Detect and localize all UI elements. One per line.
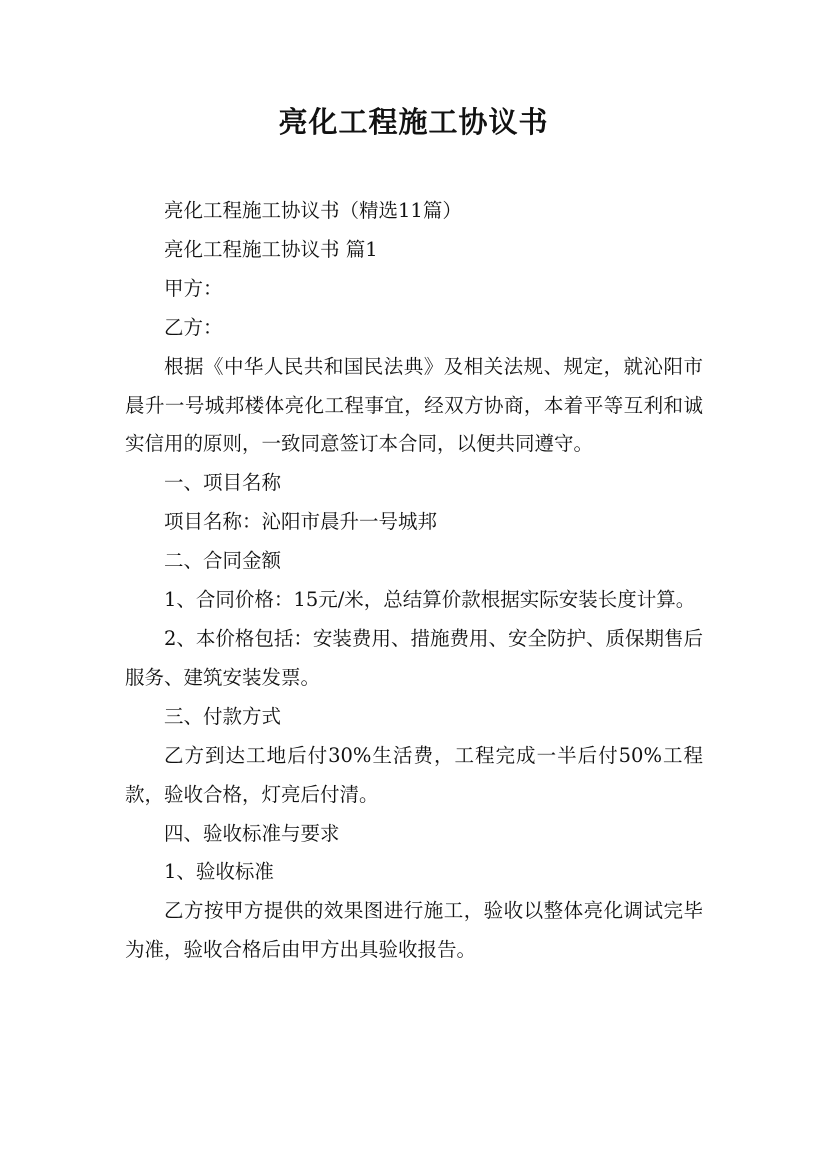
paragraph-party-a: 甲方： — [164, 276, 223, 300]
paragraph-party-b: 乙方： — [164, 315, 223, 339]
paragraph-acceptance-standard: 乙方按甲方提供的效果图进行施工，验收以整体亮化调试完毕为准，验收合格后由甲方出具验收报告。 — [125, 899, 703, 962]
heading-contract-amount: 二、合同金额 — [164, 549, 282, 573]
paragraph-subtitle: 亮化工程施工协议书（精选11篇） — [164, 199, 462, 222]
paragraph-project-name: 项目名称：沁阳市晨升一号城邦 — [164, 510, 438, 534]
paragraph-section-heading: 亮化工程施工协议书 篇1 — [164, 237, 378, 261]
document-title: 亮化工程施工协议书 — [278, 105, 549, 139]
document-body — [125, 192, 703, 970]
paragraph-contract-price: 1、合同价格：15元/米，总结算价款根据实际安装长度计算。 — [164, 588, 696, 612]
paragraph-preamble: 根据《中华人民共和国民法典》及相关法规、规定，就沁阳市晨升一号城邦楼体亮化工程事宜，经双方协商，本着平等互利和诚实信用的原则，一致同意签订本合同，以便共同遵守。 — [125, 354, 703, 456]
paragraph-price-includes: 2、本价格包括：安装费用、措施费用、安全防护、质保期售后服务、建筑安装发票。 — [125, 626, 703, 689]
heading-payment-method: 三、付款方式 — [164, 704, 282, 728]
heading-project-name: 一、项目名称 — [164, 471, 282, 495]
heading-acceptance: 四、验收标准与要求 — [164, 821, 340, 845]
paragraph-payment-method: 乙方到达工地后付30%生活费，工程完成一半后付50%工程款，验收合格，灯亮后付清。 — [125, 743, 703, 806]
heading-acceptance-standard: 1、验收标准 — [164, 860, 274, 884]
